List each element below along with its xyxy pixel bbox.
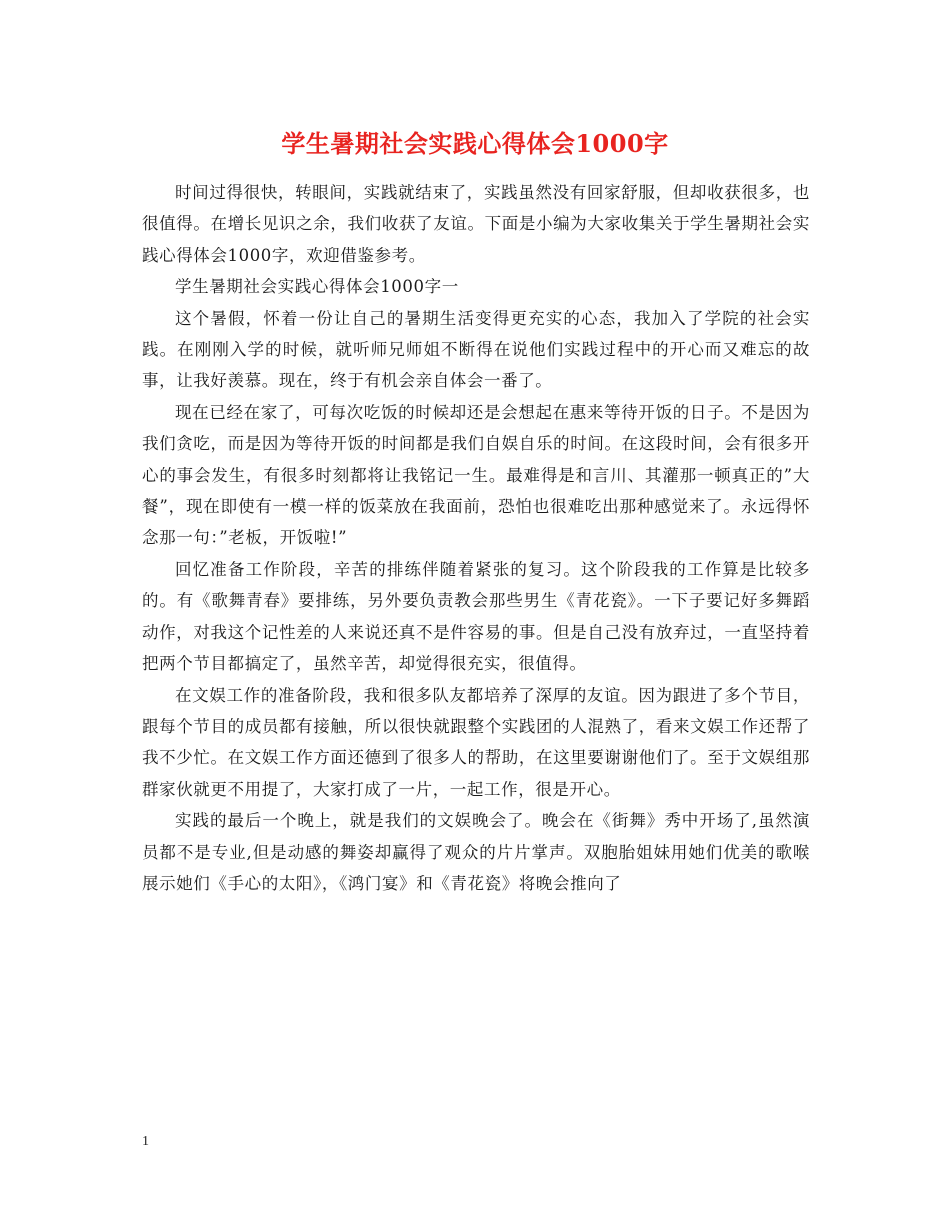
paragraph-intro: 时间过得很快，转眼间，实践就结束了，实践虽然没有回家舒服，但却收获很多，也很值得。在增长见识之余，我们收获了友谊。下面是小编为大家收集关于学生暑期社会实践心得体会1000字，欢迎借鉴参考。 <box>142 183 810 265</box>
page-title: 学生暑期社会实践心得体会1000字 <box>281 129 669 158</box>
paragraph: 现在已经在家了，可每次吃饭的时候却还是会想起在惠来等待开饭的日子。不是因为我们贪吃，而是因为等待开饭的时间都是我们自娱自乐的时间。在这段时间，会有很多开心的事会发生，有很多时刻都将让我铭记一生。最难得是和言川、其灌那一顿真正的”大餐”，现在即使有一模一样的饭菜放在我面前，恐怕也很难吃出那种感觉来了。永远得怀念那一句：”老板，开饭啦!” <box>142 402 810 548</box>
page-number: 1 <box>142 1134 149 1149</box>
document-body <box>142 177 810 899</box>
paragraph: 这个暑假，怀着一份让自己的暑期生活变得更充实的心态，我加入了学院的社会实践。在刚刚入学的时候，就听师兄师姐不断得在说他们实践过程中的开心而又难忘的故事，让我好羡慕。现在，终于有机会亲自体会一番了。 <box>142 308 810 391</box>
paragraph: 实践的最后一个晚上，就是我们的文娱晚会了。晚会在《街舞》秀中开场了,虽然演员都不是专业,但是动感的舞姿却赢得了观众的片片掌声。双胞胎姐妹用她们优美的歌喉展示她们《手心的太阳》，《鸿门宴》和《青花瓷》将晚会推向了 <box>142 811 810 893</box>
paragraph: 在文娱工作的准备阶段，我和很多队友都培养了深厚的友谊。因为跟进了多个节目，跟每个节目的成员都有接触，所以很快就跟整个实践团的人混熟了，看来文娱工作还帮了我不少忙。在文娱工作方面还德到了很多人的帮助，在这里要谢谢他们了。至于文娱组那群家伙就更不用提了，大家打成了一片，一起工作，很是开心。 <box>142 685 810 799</box>
paragraph: 回忆准备工作阶段，辛苦的排练伴随着紧张的复习。这个阶段我的工作算是比较多的。有《歌舞青春》要排练，另外要负责教会那些男生《青花瓷》。一下子要记好多舞蹈动作，对我这个记性差的人来说还真不是件容易的事。但是自己没有放弃过，一直坚持着把两个节目都搞定了，虽然辛苦，却觉得很充实，很值得。 <box>142 559 810 674</box>
paragraph-subheading: 学生暑期社会实践心得体会1000字一 <box>175 277 459 297</box>
